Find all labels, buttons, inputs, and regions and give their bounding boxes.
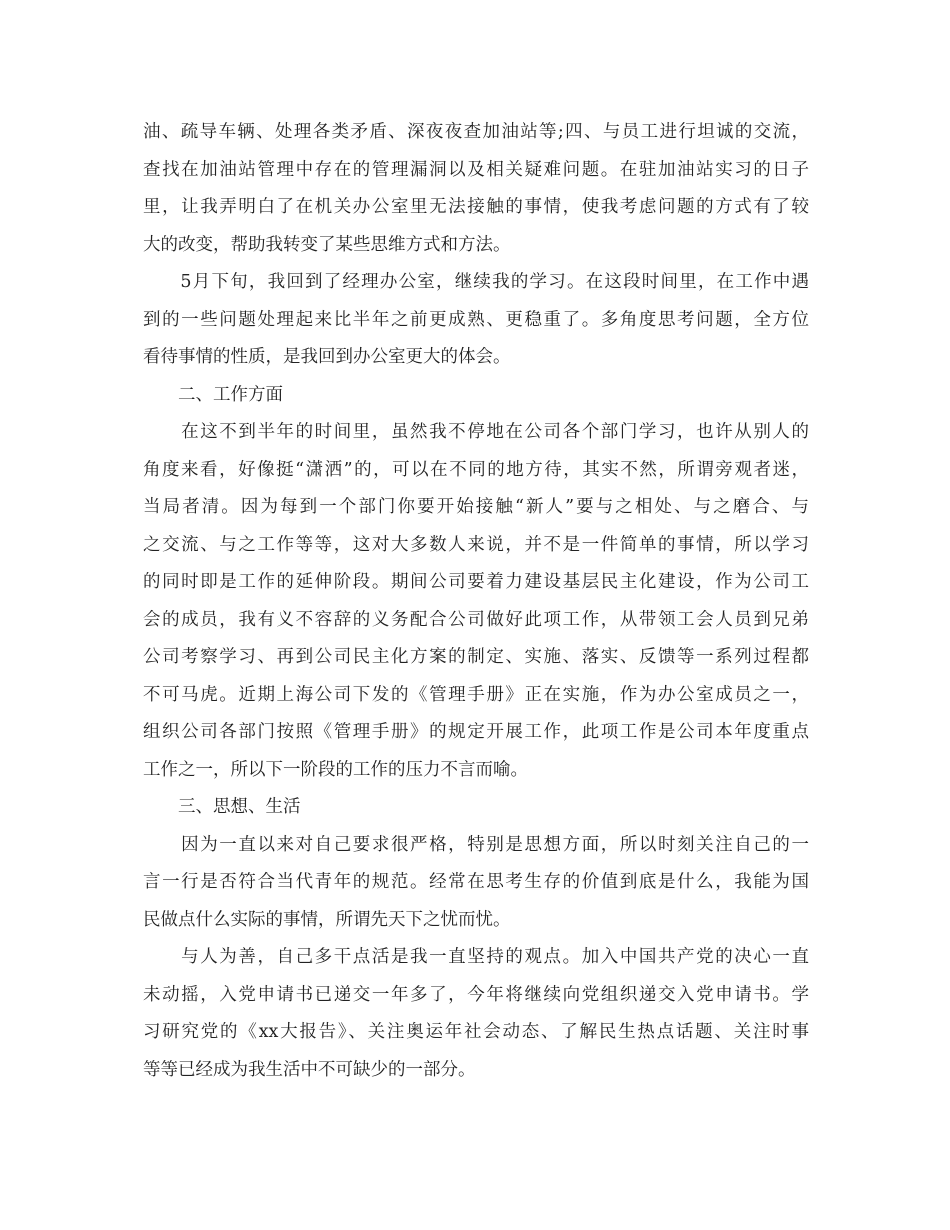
text-line: 会的成员，我有义不容辞的义务配合公司做好此项工作，从带领工会人员到兄弟 (143, 609, 809, 630)
text-line: 在这不到半年的时间里，虽然我不停地在公司各个部门学习，也许从别人的 (143, 422, 809, 442)
text-line: 公司考察学习、再到公司民主化方案的制定、实施、落实、反馈等一系列过程都 (143, 647, 809, 667)
section-heading: 二、工作方面 (143, 384, 283, 405)
text-line: 习研究党的《xx大报告》、关注奥运年社会动态、了解民生热点话题、关注时事 (143, 1022, 809, 1042)
text-line: 与人为善，自己多干点活是我一直坚持的观点。加入中国共产党的决心一直 (143, 947, 809, 967)
text-line: 民做点什么实际的事情，所谓先天下之忧而忧。 (143, 909, 511, 930)
text-line: 里，让我弄明白了在机关办公室里无法接触的事情，使我考虑问题的方式有了较 (143, 197, 809, 217)
text-line: 到的一些问题处理起来比半年之前更成熟、更稳重了。多角度思考问题，全方位 (143, 309, 809, 330)
text-line: 工作之一，所以下一阶段的工作的压力不言而喻。 (143, 759, 528, 780)
text-line: 5月下旬，我回到了经理办公室，继续我的学习。在这段时间里，在工作中遇 (143, 272, 809, 292)
text-line: 大的改变，帮助我转变了某些思维方式和方法。 (143, 234, 511, 255)
text-line: 的同时即是工作的延伸阶段。期间公司要着力建设基层民主化建设，作为公司工 (143, 572, 809, 592)
text-line: 不可马虎。近期上海公司下发的《管理手册》正在实施，作为办公室成员之一， (143, 684, 809, 705)
text-line: 油、疏导车辆、处理各类矛盾、深夜夜查加油站等;四、与员工进行坦诚的交流， (143, 122, 809, 142)
document-body (143, 114, 809, 1089)
text-line: 当局者清。因为每到一个部门你要开始接触“新人”要与之相处、与之磨合、与 (143, 497, 809, 517)
text-line: 言一行是否符合当代青年的规范。经常在思考生存的价值到底是什么，我能为国 (143, 872, 809, 892)
text-line: 等等已经成为我生活中不可缺少的一部分。 (143, 1059, 476, 1080)
text-line: 未动摇，入党申请书已递交一年多了，今年将继续向党组织递交入党申请书。学 (143, 984, 809, 1005)
text-line: 角度来看，好像挺“潇洒”的，可以在不同的地方待，其实不然，所谓旁观者迷， (143, 459, 809, 480)
text-line: 看待事情的性质，是我回到办公室更大的体会。 (143, 347, 511, 367)
text-line: 查找在加油站管理中存在的管理漏洞以及相关疑难问题。在驻加油站实习的日子 (143, 159, 809, 180)
section-heading: 三、思想、生活 (143, 797, 301, 817)
text-line: 因为一直以来对自己要求很严格，特别是思想方面，所以时刻关注自己的一 (143, 834, 809, 855)
text-line: 组织公司各部门按照《管理手册》的规定开展工作，此项工作是公司本年度重点 (143, 722, 809, 742)
text-line: 之交流、与之工作等等，这对大多数人来说，并不是一件简单的事情，所以学习 (143, 534, 809, 555)
